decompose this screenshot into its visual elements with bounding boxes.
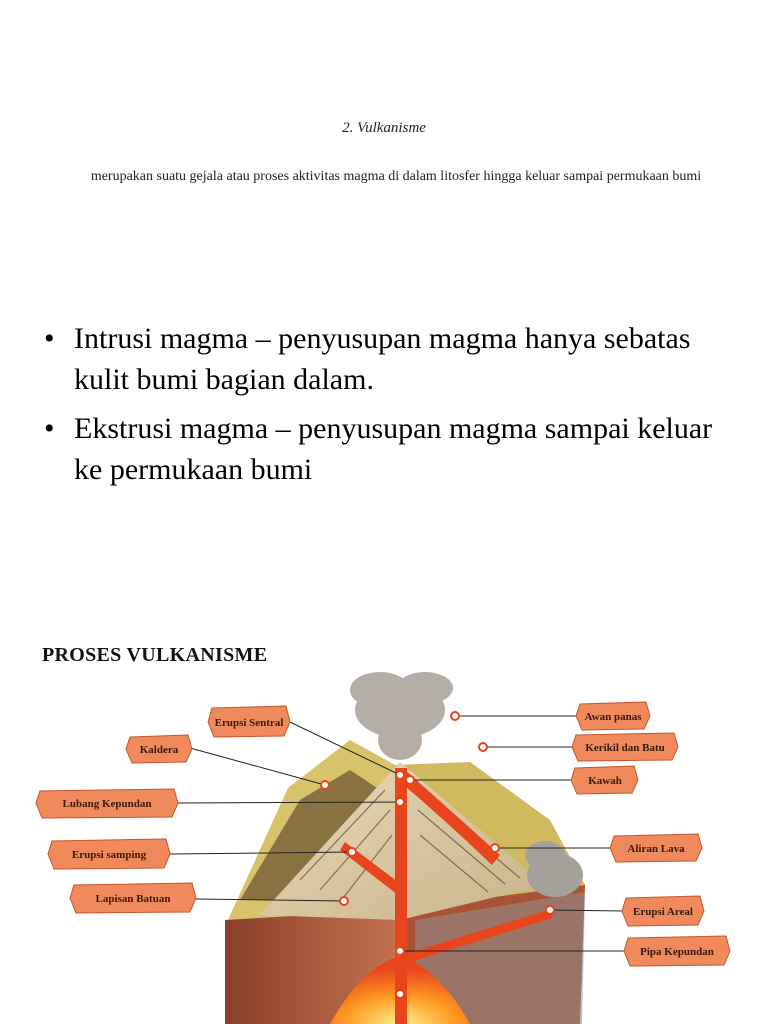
label-pipa-kepundan — [624, 936, 730, 966]
bullet-text-ekstrusi: Ekstrusi magma – penyusupan magma sampai keluar ke permukaan bumi — [74, 412, 713, 486]
label-erupsi-areal — [622, 896, 704, 926]
label-kerikil-dan-batu — [572, 733, 678, 761]
bullet-symbol: • — [44, 322, 55, 355]
label-lapisan-batuan — [70, 883, 196, 913]
volcano-diagram — [0, 670, 768, 1024]
label-pipa-kepundan-text: Pipa Kepundan — [640, 946, 714, 958]
slide-description: merupakan suatu gejala atau proses aktivitas magma di dalam litosfer hingga keluar sampai permukaan bumi — [90, 169, 702, 184]
label-awan-panas — [576, 702, 650, 730]
label-aliran-lava — [610, 834, 702, 862]
label-lapisan-batuan-text: Lapisan Batuan — [95, 893, 171, 905]
label-erupsi-samping-text: Erupsi samping — [71, 849, 147, 861]
label-erupsi-sentral-text: Erupsi Sentral — [214, 717, 284, 729]
label-aliran-lava-text: Aliran Lava — [627, 843, 685, 855]
areal-cloud — [525, 841, 583, 897]
label-kawah-text: Kawah — [588, 775, 622, 787]
bullet-list — [44, 318, 744, 498]
label-erupsi-sentral — [208, 706, 290, 737]
diagram-title: PROSES VULKANISME — [42, 644, 268, 666]
label-lubang-kepundan — [36, 789, 178, 818]
label-lubang-kepundan-text: Lubang Kepundan — [62, 798, 152, 810]
slide-heading: 2. Vulkanisme — [342, 120, 426, 136]
label-erupsi-samping — [48, 839, 170, 869]
label-awan-panas-text: Awan panas — [584, 711, 642, 723]
bullet-item-intrusi — [44, 318, 744, 400]
bullet-text-intrusi: Intrusi magma – penyusupan magma hanya sebatas kulit bumi bagian dalam. — [74, 322, 691, 396]
ash-cloud — [350, 672, 453, 760]
label-erupsi-areal-text: Erupsi Areal — [632, 906, 694, 918]
bullet-symbol: • — [44, 412, 55, 445]
label-kaldera-text: Kaldera — [139, 744, 179, 756]
bullet-item-ekstrusi — [44, 408, 744, 490]
label-kawah — [571, 766, 638, 794]
label-kaldera — [126, 735, 192, 763]
label-kerikil-dan-batu-text: Kerikil dan Batu — [585, 742, 665, 754]
